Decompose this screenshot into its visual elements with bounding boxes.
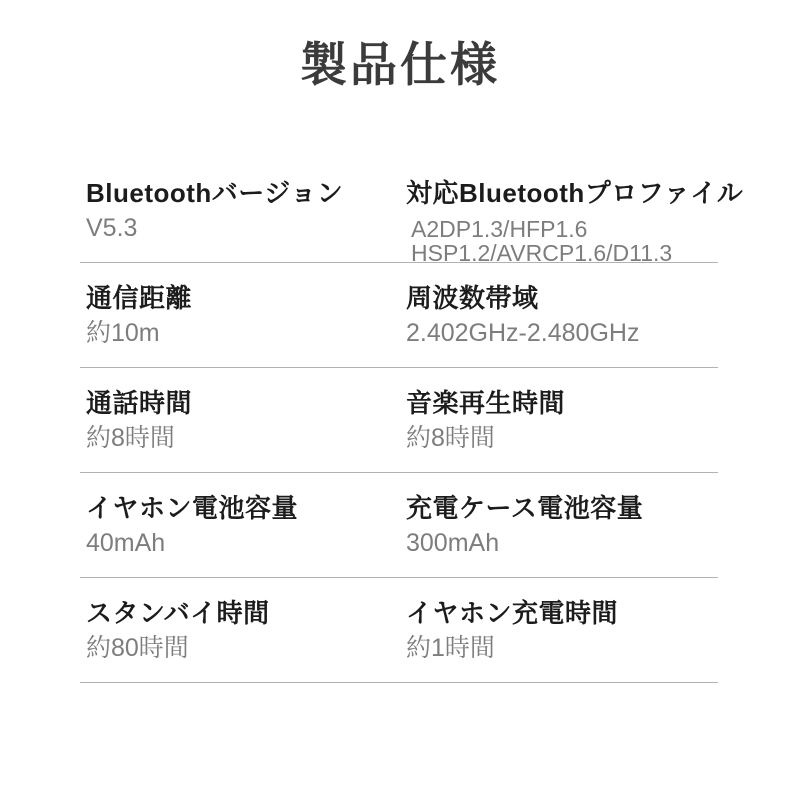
- spec-value: 約1時間: [406, 634, 495, 662]
- spec-label: スタンバイ時間: [86, 598, 270, 628]
- spec-cell-bluetooth-version: [80, 174, 400, 262]
- spec-cell-case-battery: [400, 489, 718, 577]
- spec-label: Bluetoothバージョン: [86, 178, 344, 208]
- spec-table: [80, 158, 744, 683]
- spec-cell-range: [80, 279, 400, 367]
- spec-label: イヤホン電池容量: [86, 493, 299, 523]
- spec-label: 対応Bluetoothプロファイル: [406, 178, 744, 208]
- spec-label: 充電ケース電池容量: [406, 493, 644, 523]
- spec-cell-bluetooth-profiles: [400, 174, 744, 266]
- spec-value: V5.3: [86, 214, 138, 242]
- spec-label: イヤホン充電時間: [406, 598, 619, 628]
- spec-row-range-frequency: [80, 263, 718, 368]
- spec-cell-standby-time: [80, 594, 400, 682]
- spec-value: 約8時間: [86, 424, 175, 452]
- spec-label: 周波数帯域: [406, 283, 539, 313]
- spec-row-bluetooth: [80, 158, 744, 266]
- page-title: 製品仕様: [300, 38, 500, 91]
- spec-value-line: A2DP1.3/HFP1.6: [411, 216, 588, 242]
- spec-cell-frequency: [400, 279, 718, 367]
- spec-value: 約80時間: [86, 634, 189, 662]
- spec-row-battery-capacity: [80, 473, 718, 578]
- spec-label: 通信距離: [86, 283, 193, 313]
- spec-value: 300mAh: [406, 529, 500, 557]
- spec-value: 約8時間: [406, 424, 495, 452]
- spec-cell-music-time: [400, 384, 718, 472]
- spec-cell-talk-time: [80, 384, 400, 472]
- spec-cell-charge-time: [400, 594, 718, 682]
- spec-row-talk-music-time: [80, 368, 718, 473]
- spec-label: 通話時間: [86, 388, 193, 418]
- spec-value: 2.402GHz-2.480GHz: [406, 319, 640, 347]
- spec-row-standby-charge-time: [80, 578, 718, 683]
- spec-value: [406, 217, 743, 265]
- spec-value-line: HSP1.2/AVRCP1.6/D11.3: [411, 240, 673, 266]
- spec-cell-earphone-battery: [80, 489, 400, 577]
- spec-value: 40mAh: [86, 529, 166, 557]
- spec-label: 音楽再生時間: [406, 388, 566, 418]
- spec-value: 約10m: [86, 319, 160, 347]
